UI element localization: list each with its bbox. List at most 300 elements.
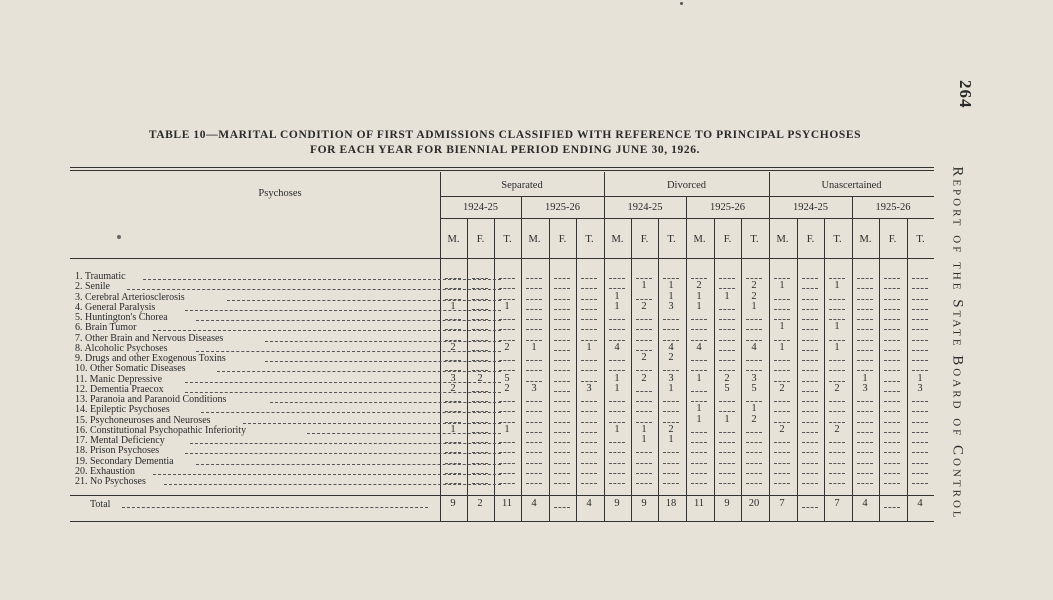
period-header: 1925-26: [710, 202, 745, 213]
empty-cell-dash: [526, 278, 542, 279]
column-divider: [907, 218, 908, 521]
data-cell: 1: [668, 382, 674, 394]
empty-cell-dash: [912, 452, 928, 453]
period-rule: [440, 218, 934, 219]
empty-cell-dash: [746, 329, 762, 330]
leader-dots: [196, 464, 501, 465]
title-line-1: TABLE 10—MARITAL CONDITION OF FIRST ADMISSIONS CLASSIFIED WITH REFERENCE TO PRINCIPAL PSYCHOSES: [148, 129, 862, 141]
data-cell: 1: [834, 341, 840, 353]
empty-cell-dash: [912, 299, 928, 300]
empty-cell-dash: [884, 463, 900, 464]
data-cell: 1: [614, 423, 620, 435]
leader-dots: [164, 484, 501, 485]
empty-cell-dash: [802, 370, 818, 371]
empty-cell-dash: [472, 463, 488, 464]
empty-cell-dash: [719, 463, 735, 464]
empty-cell-dash: [884, 370, 900, 371]
ink-speck: [117, 235, 121, 239]
empty-cell-dash: [663, 329, 679, 330]
empty-cell-dash: [581, 288, 597, 289]
empty-cell-dash: [636, 391, 652, 392]
data-cell: 1: [696, 413, 702, 425]
empty-cell-dash: [802, 299, 818, 300]
empty-cell-dash: [691, 432, 707, 433]
empty-cell-dash: [472, 319, 488, 320]
empty-cell-dash: [472, 340, 488, 341]
empty-cell-dash: [802, 452, 818, 453]
top-rule: [70, 167, 934, 168]
bottom-rule: [70, 521, 934, 522]
empty-cell-dash: [912, 340, 928, 341]
data-cell: 1: [504, 423, 510, 435]
empty-cell-dash: [857, 432, 873, 433]
empty-cell-dash: [554, 473, 570, 474]
empty-cell-dash: [472, 350, 488, 351]
empty-cell-dash: [802, 432, 818, 433]
data-cell: 1: [779, 280, 785, 292]
data-cell: 1: [614, 372, 620, 384]
total-cell: 9: [614, 498, 620, 509]
row-label: 15. Psychoneuroses and Neuroses: [75, 414, 211, 426]
empty-cell-dash: [609, 473, 625, 474]
empty-cell-dash: [445, 442, 461, 443]
data-cell: 2: [641, 300, 647, 312]
empty-cell-dash: [719, 442, 735, 443]
leader-dots: [190, 443, 501, 444]
empty-cell-dash: [526, 442, 542, 443]
empty-cell-dash: [802, 483, 818, 484]
empty-cell-dash: [581, 411, 597, 412]
empty-cell-dash: [445, 278, 461, 279]
data-cell: 2: [696, 280, 702, 292]
data-cell: 1: [779, 341, 785, 353]
empty-cell-dash: [884, 329, 900, 330]
empty-cell-dash: [472, 442, 488, 443]
subcolumn-header: T.: [750, 234, 759, 245]
empty-cell-dash: [802, 411, 818, 412]
column-divider: [879, 218, 880, 521]
period-header: 1925-26: [875, 202, 911, 213]
empty-cell-dash: [829, 483, 845, 484]
empty-cell-dash: [774, 278, 790, 279]
total-cell: 4: [862, 498, 868, 509]
empty-cell-dash: [857, 411, 873, 412]
data-cell: 1: [834, 321, 840, 333]
empty-cell-dash: [581, 299, 597, 300]
data-cell: 3: [586, 382, 592, 394]
leader-dots: [122, 507, 428, 508]
row-label: 11. Manic Depressive: [75, 373, 163, 385]
empty-cell-dash: [636, 463, 652, 464]
empty-cell-dash: [774, 381, 790, 382]
empty-cell-dash: [499, 401, 515, 402]
data-cell: 2: [450, 341, 456, 353]
data-cell: 1: [504, 300, 510, 312]
leader-dots: [307, 433, 501, 434]
empty-cell-dash: [554, 432, 570, 433]
leader-dots: [143, 279, 501, 280]
empty-cell-dash: [581, 381, 597, 382]
empty-cell-dash: [746, 319, 762, 320]
empty-cell-dash: [857, 463, 873, 464]
empty-cell-dash: [472, 360, 488, 361]
empty-cell-dash: [526, 473, 542, 474]
empty-cell-dash: [829, 340, 845, 341]
empty-cell-dash: [829, 278, 845, 279]
empty-cell-dash: [472, 288, 488, 289]
empty-cell-dash: [691, 370, 707, 371]
empty-cell-dash: [774, 299, 790, 300]
empty-cell-dash: [526, 329, 542, 330]
empty-cell-dash: [554, 299, 570, 300]
empty-cell-dash: [774, 463, 790, 464]
empty-cell-dash: [554, 452, 570, 453]
empty-cell-dash: [663, 483, 679, 484]
group-header: Separated: [501, 180, 543, 191]
empty-cell-dash: [445, 329, 461, 330]
row-label: 14. Epileptic Psychoses: [75, 404, 170, 416]
empty-cell-dash: [636, 483, 652, 484]
empty-cell-dash: [499, 411, 515, 412]
empty-cell-dash: [554, 381, 570, 382]
empty-cell-dash: [884, 278, 900, 279]
data-cell: 1: [696, 403, 702, 415]
empty-cell-dash: [581, 278, 597, 279]
subcolumn-header: T.: [916, 234, 925, 245]
empty-cell-dash: [857, 350, 873, 351]
leader-dots: [153, 330, 501, 331]
empty-cell-dash: [472, 329, 488, 330]
empty-cell-dash: [691, 473, 707, 474]
empty-cell-dash: [829, 381, 845, 382]
empty-cell-dash: [912, 422, 928, 423]
column-divider: [824, 218, 825, 521]
empty-cell-dash: [663, 370, 679, 371]
empty-cell-dash: [912, 473, 928, 474]
row-label: 21. No Psychoses: [75, 476, 146, 487]
empty-cell-dash: [884, 288, 900, 289]
empty-cell-dash: [857, 442, 873, 443]
empty-cell-dash: [581, 329, 597, 330]
empty-cell-dash: [829, 411, 845, 412]
data-cell: 3: [862, 382, 868, 394]
period-header: 1924-25: [627, 202, 663, 213]
data-cell: 1: [450, 300, 456, 312]
data-cell: 1: [862, 372, 868, 384]
subcolumn-header: M.: [611, 234, 624, 245]
empty-cell-dash: [636, 329, 652, 330]
total-cell: 18: [665, 498, 677, 509]
data-cell: 1: [614, 382, 620, 394]
empty-cell-dash: [499, 442, 515, 443]
empty-cell-dash: [445, 422, 461, 423]
running-head: Report of the State Board of Control: [949, 166, 966, 521]
data-cell: 1: [696, 372, 702, 384]
empty-cell-dash: [609, 329, 625, 330]
empty-cell-dash: [663, 319, 679, 320]
empty-cell-dash: [663, 473, 679, 474]
leader-dots: [265, 361, 501, 362]
top-rule-2: [70, 170, 934, 171]
empty-cell-dash: [719, 288, 735, 289]
empty-cell-dash: [746, 360, 762, 361]
subcolumn-header: T.: [667, 234, 676, 245]
empty-cell-dash: [857, 278, 873, 279]
empty-cell-dash: [829, 452, 845, 453]
empty-cell-dash: [554, 278, 570, 279]
empty-cell-dash: [445, 319, 461, 320]
empty-cell-dash: [802, 360, 818, 361]
data-cell: 2: [668, 352, 674, 363]
row-label: 10. Other Somatic Diseases: [75, 363, 186, 375]
empty-cell-dash: [636, 401, 652, 402]
empty-cell-dash: [829, 401, 845, 402]
leader-dots: [196, 320, 501, 321]
data-cell: 3: [668, 300, 674, 312]
empty-cell-dash: [857, 401, 873, 402]
empty-cell-dash: [746, 483, 762, 484]
empty-cell-dash: [829, 360, 845, 361]
data-cell: 3: [450, 372, 456, 384]
empty-cell-dash: [857, 329, 873, 330]
empty-cell-dash: [802, 381, 818, 382]
empty-cell-dash: [472, 432, 488, 433]
empty-cell-dash: [802, 278, 818, 279]
empty-cell-dash: [829, 370, 845, 371]
empty-cell-dash: [445, 288, 461, 289]
row-label: 4. General Paralysis: [75, 301, 156, 313]
total-cell: 7: [779, 498, 785, 509]
empty-cell-dash: [581, 370, 597, 371]
total-label: Total: [90, 499, 111, 510]
empty-cell-dash: [663, 401, 679, 402]
empty-cell-dash: [802, 401, 818, 402]
empty-cell-dash: [912, 442, 928, 443]
data-cell: 2: [477, 372, 483, 384]
empty-cell-dash: [912, 360, 928, 361]
empty-cell-dash: [581, 401, 597, 402]
data-cell: 4: [751, 341, 757, 353]
empty-cell-dash: [719, 360, 735, 361]
data-cell: 5: [724, 382, 730, 394]
empty-cell-dash: [526, 422, 542, 423]
empty-cell-dash: [774, 401, 790, 402]
empty-cell-dash: [581, 422, 597, 423]
subcolumn-header: M.: [776, 234, 789, 245]
empty-cell-dash: [884, 401, 900, 402]
empty-cell-dash: [912, 288, 928, 289]
empty-cell-dash: [663, 340, 679, 341]
row-label: 17. Mental Deficiency: [75, 435, 165, 446]
column-divider: [741, 218, 742, 521]
empty-cell-dash: [746, 278, 762, 279]
empty-cell-dash: [554, 391, 570, 392]
empty-cell-dash: [774, 370, 790, 371]
row-label: 3. Cerebral Arteriosclerosis: [75, 291, 185, 303]
empty-cell-dash: [581, 340, 597, 341]
data-cell: 1: [586, 341, 592, 353]
empty-cell-dash: [499, 288, 515, 289]
data-cell: 2: [834, 382, 840, 394]
empty-cell-dash: [774, 442, 790, 443]
empty-cell-dash: [774, 319, 790, 320]
title-line-2: FOR EACH YEAR FOR BIENNIAL PERIOD ENDING JUNE 30, 1926.: [309, 144, 701, 156]
empty-cell-dash: [445, 473, 461, 474]
empty-cell-dash: [499, 278, 515, 279]
subcolumn-header: F.: [723, 234, 732, 245]
empty-cell-dash: [499, 452, 515, 453]
subcolumn-header: T.: [833, 234, 842, 245]
row-label: 2. Senile: [75, 281, 110, 293]
empty-cell-dash: [636, 319, 652, 320]
total-cell: 11: [501, 498, 513, 509]
empty-cell-dash: [445, 483, 461, 484]
empty-cell-dash: [857, 340, 873, 341]
empty-cell-dash: [746, 340, 762, 341]
empty-cell-dash: [719, 319, 735, 320]
total-cell: 4: [917, 498, 923, 509]
empty-cell-dash: [912, 350, 928, 351]
empty-cell-dash: [691, 442, 707, 443]
empty-cell-dash: [774, 411, 790, 412]
empty-cell-dash: [445, 411, 461, 412]
empty-cell-dash: [636, 350, 652, 351]
empty-cell-dash: [802, 473, 818, 474]
empty-cell-dash: [663, 411, 679, 412]
data-cell: 2: [779, 382, 785, 394]
column-divider: [631, 218, 632, 521]
empty-cell-dash: [884, 473, 900, 474]
data-cell: 5: [504, 372, 510, 384]
total-cell: 9: [641, 498, 647, 509]
empty-cell-dash: [774, 473, 790, 474]
data-cell: 1: [668, 290, 674, 302]
empty-cell-dash: [581, 442, 597, 443]
data-cell: 2: [779, 423, 785, 435]
data-cell: 2: [668, 423, 674, 435]
empty-cell-dash: [884, 299, 900, 300]
empty-cell-dash: [719, 370, 735, 371]
empty-cell-dash: [554, 319, 570, 320]
empty-cell-dash: [526, 319, 542, 320]
empty-cell-dash: [445, 401, 461, 402]
leader-dots: [127, 289, 501, 290]
row-label: 18. Prison Psychoses: [75, 445, 160, 457]
data-cell: 1: [696, 300, 702, 312]
empty-cell-dash: [719, 278, 735, 279]
data-cell: 1: [751, 403, 757, 415]
empty-cell-dash: [691, 329, 707, 330]
empty-cell-dash: [774, 340, 790, 341]
empty-cell-dash: [554, 329, 570, 330]
data-cell: 2: [641, 372, 647, 384]
empty-cell-dash: [472, 452, 488, 453]
empty-cell-dash: [499, 483, 515, 484]
empty-cell-dash: [472, 422, 488, 423]
empty-cell-dash: [912, 411, 928, 412]
empty-cell-dash: [746, 473, 762, 474]
empty-cell-dash: [526, 452, 542, 453]
empty-cell-dash: [691, 340, 707, 341]
data-cell: 1: [724, 413, 730, 425]
empty-cell-dash: [912, 370, 928, 371]
empty-cell-dash: [499, 329, 515, 330]
total-cell: 20: [748, 498, 760, 509]
empty-cell-dash: [581, 309, 597, 310]
empty-cell-dash: [802, 422, 818, 423]
empty-cell-dash: [636, 473, 652, 474]
header-rule: [70, 258, 934, 259]
empty-cell-dash: [884, 360, 900, 361]
empty-cell-dash: [636, 411, 652, 412]
row-label: 6. Brain Tumor: [75, 322, 137, 334]
empty-cell-dash: [884, 391, 900, 392]
empty-cell-dash: [445, 299, 461, 300]
empty-cell-dash: [884, 422, 900, 423]
empty-cell-dash: [636, 370, 652, 371]
empty-cell-dash: [472, 391, 488, 392]
empty-cell-dash: [912, 432, 928, 433]
empty-cell-dash: [609, 463, 625, 464]
data-cell: 1: [641, 434, 647, 445]
empty-cell-dash: [857, 483, 873, 484]
empty-cell-dash: [884, 309, 900, 310]
data-cell: 2: [834, 423, 840, 435]
empty-cell-dash: [609, 442, 625, 443]
row-label: 19. Secondary Dementia: [75, 455, 174, 467]
empty-cell-dash: [472, 278, 488, 279]
empty-cell-dash: [554, 422, 570, 423]
subcolumn-header: M.: [447, 234, 460, 245]
empty-cell-dash: [445, 463, 461, 464]
total-rule: [70, 495, 934, 496]
subcolumn-header: F.: [888, 234, 897, 245]
empty-cell-dash: [445, 360, 461, 361]
empty-cell-dash: [884, 350, 900, 351]
empty-cell-dash: [829, 319, 845, 320]
column-divider: [467, 218, 468, 521]
empty-cell-dash: [857, 288, 873, 289]
empty-cell-dash: [499, 319, 515, 320]
empty-cell-dash: [746, 442, 762, 443]
data-cell: 2: [504, 382, 510, 394]
empty-cell-dash: [912, 319, 928, 320]
empty-cell-dash: [581, 483, 597, 484]
total-cell: 2: [477, 498, 483, 509]
data-cell: 1: [668, 434, 674, 445]
empty-cell-dash: [526, 340, 542, 341]
empty-cell-dash: [636, 278, 652, 279]
empty-cell-dash: [857, 370, 873, 371]
period-header: 1924-25: [793, 202, 828, 213]
empty-cell-dash: [884, 507, 900, 508]
data-cell: 1: [724, 290, 730, 302]
empty-cell-dash: [719, 473, 735, 474]
subcolumn-header: M.: [693, 234, 706, 245]
data-cell: 1: [641, 280, 647, 292]
empty-cell-dash: [526, 381, 542, 382]
empty-cell-dash: [609, 422, 625, 423]
empty-cell-dash: [554, 309, 570, 310]
group-rule: [440, 196, 934, 197]
period-header: 1924-25: [463, 202, 498, 213]
empty-cell-dash: [912, 483, 928, 484]
empty-cell-dash: [636, 452, 652, 453]
empty-cell-dash: [884, 452, 900, 453]
empty-cell-dash: [554, 370, 570, 371]
empty-cell-dash: [912, 309, 928, 310]
empty-cell-dash: [746, 401, 762, 402]
